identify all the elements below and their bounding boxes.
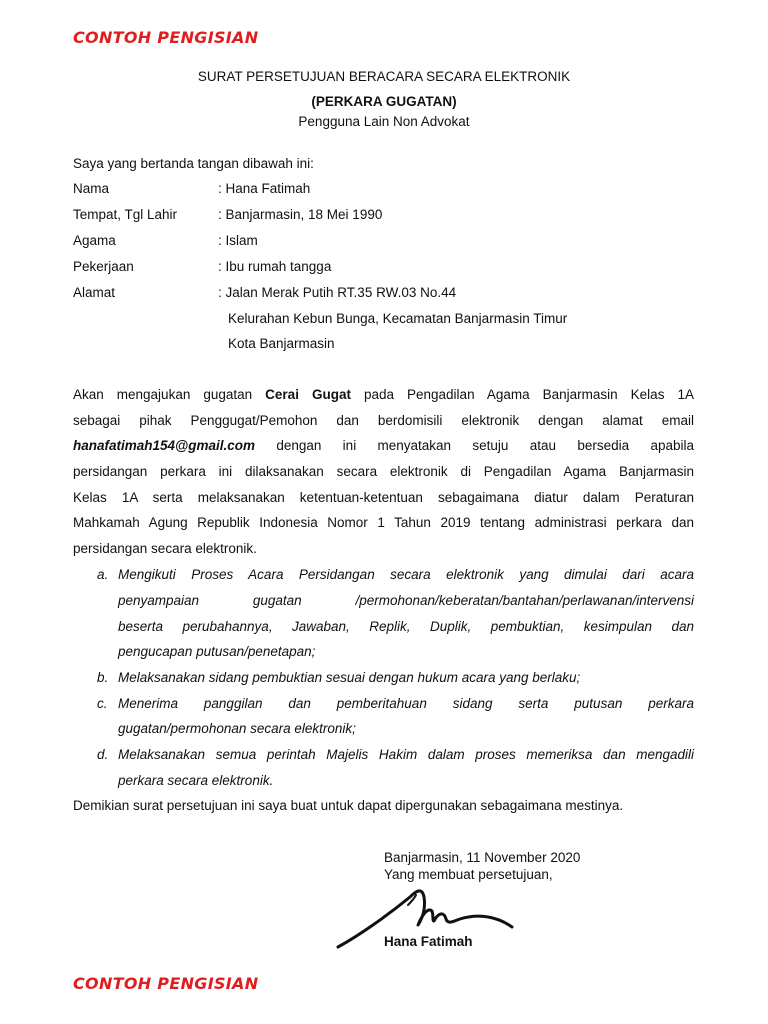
field-value-alamat-line2: Kelurahan Kebun Bunga, Kecamatan Banjarmasin Timur — [228, 311, 568, 326]
field-label-agama: Agama — [73, 233, 116, 248]
sample-stamp-bottom: CONTOH PENGISIAN — [73, 974, 259, 993]
field-label-nama: Nama — [73, 181, 110, 196]
document-title: SURAT PERSETUJUAN BERACARA SECARA ELEKTRONIK — [197, 69, 571, 84]
signature-name: Hana Fatimah — [384, 934, 473, 949]
body-line-4: persidangan perkara ini dilaksanakan secara elektronik di Pengadilan Agama Banjarmasin — [73, 464, 694, 479]
body-line-3b: dengan ini menyatakan setuju atau bersedia apabila — [276, 438, 694, 453]
item-c-marker: c. — [97, 696, 108, 711]
body-line-1a: Akan mengajukan gugatan — [73, 387, 253, 402]
body-line-5: Kelas 1A serta melaksanakan ketentuan-ketentuan sebagaimana diatur dalam Peraturan — [73, 490, 694, 505]
body-line-7: persidangan secara elektronik. — [73, 541, 257, 556]
item-c-line-1: Menerima panggilan dan pemberitahuan sidang serta putusan perkara — [118, 696, 694, 711]
item-a-line-1: Mengikuti Proses Acara Persidangan secara elektronik yang dimulai dari acara — [118, 567, 694, 582]
body-line-3 — [73, 438, 694, 454]
case-type: Cerai Gugat — [265, 387, 351, 402]
item-d-marker: d. — [97, 747, 109, 762]
closing-text: Demikian surat persetujuan ini saya buat untuk dapat dipergunakan sebagaimana mestinya. — [73, 798, 624, 813]
field-value-alamat-line3: Kota Banjarmasin — [228, 336, 335, 351]
sample-stamp-top: CONTOH PENGISIAN — [73, 28, 259, 47]
field-label-ttl: Tempat, Tgl Lahir — [73, 207, 178, 222]
signature-place-date: Banjarmasin, 11 November 2020 — [384, 850, 581, 865]
item-a-line-4: pengucapan putusan/penetapan; — [118, 644, 316, 659]
field-value-agama: : Islam — [218, 233, 258, 248]
item-c-line-2: gugatan/permohonan secara elektronik; — [118, 721, 356, 736]
signature-role: Yang membuat persetujuan, — [384, 867, 553, 882]
document-subtitle-2: Pengguna Lain Non Advokat — [298, 114, 470, 129]
item-b-marker: b. — [97, 670, 109, 685]
item-d-line-1: Melaksanakan semua perintah Majelis Hakim dalam proses memeriksa dan mengadili — [118, 747, 694, 762]
item-a-marker: a. — [97, 567, 109, 582]
item-d-line-2: perkara secara elektronik. — [118, 773, 274, 788]
item-a-line-2: penyampaian gugatan /permohonan/keberatan/bantahan/perlawanan/intervensi — [118, 593, 694, 608]
body-line-1c: pada Pengadilan Agama Banjarmasin Kelas 1A — [363, 387, 694, 402]
item-a-line-3: beserta perubahannya, Jawaban, Replik, Duplik, pembuktian, kesimpulan dan — [118, 619, 694, 634]
body-line-1 — [73, 387, 694, 403]
field-value-ttl: : Banjarmasin, 18 Mei 1990 — [218, 207, 383, 222]
field-value-alamat: : Jalan Merak Putih RT.35 RW.03 No.44 — [218, 285, 457, 300]
field-value-nama: : Hana Fatimah — [218, 181, 311, 196]
document-subtitle: (PERKARA GUGATAN) — [311, 94, 457, 109]
field-label-pekerjaan: Pekerjaan — [73, 259, 134, 274]
item-b-line-1: Melaksanakan sidang pembuktian sesuai dengan hukum acara yang berlaku; — [118, 670, 581, 685]
email-address: hanafatimah154@gmail.com — [73, 438, 255, 453]
body-line-6: Mahkamah Agung Republik Indonesia Nomor 1 Tahun 2019 tentang administrasi perkara dan — [73, 515, 694, 530]
body-line-2: sebagai pihak Penggugat/Pemohon dan berdomisili elektronik dengan alamat email — [73, 413, 694, 428]
field-value-pekerjaan: : Ibu rumah tangga — [218, 259, 332, 274]
intro-text: Saya yang bertanda tangan dibawah ini: — [73, 156, 314, 171]
field-label-alamat: Alamat — [73, 285, 116, 300]
